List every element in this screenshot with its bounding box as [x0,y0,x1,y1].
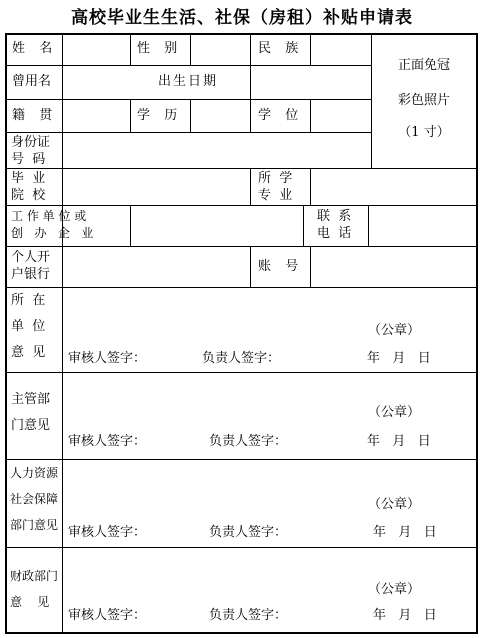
section-hrss-label: 人力资源 社会保障 部门意见 [10,466,59,532]
section-finance-reviewer: 审核人签字： [68,608,147,623]
id-number-label: 身份证 号 码 [11,135,51,167]
employer-label: 工 作 单 位 或 创 办 企 业 [11,209,94,240]
grid-line [5,372,477,373]
section-hrss-seal: （公章） [368,497,421,512]
grid-line [130,33,131,66]
section-unit-reviewer: 审核人签字： [68,351,147,366]
ethnicity-label: 民 族 [258,41,301,56]
account-label: 账 号 [258,259,301,274]
section-supervisor-principal: 负责人签字： [209,434,288,449]
section-supervisor-seal: （公章） [368,405,421,420]
former-name-label: 曾用名 [12,74,52,89]
grid-line [190,33,191,66]
photo-line-3: （1 寸） [398,125,450,140]
grid-line [130,205,131,246]
grid-line [310,33,311,66]
grid-line [5,168,477,169]
grid-line [310,246,311,287]
section-unit-seal: （公章） [368,323,421,338]
grid-line [5,205,477,206]
grid-line [250,168,251,205]
grid-line [5,632,477,634]
section-hrss-principal: 负责人签字： [209,525,288,540]
degree-label: 学 位 [258,108,301,123]
section-supervisor-label: 主管部 门意见 [11,392,51,433]
contact-phone-label: 联 系 电 话 [317,209,352,241]
grid-line [5,132,371,133]
birth-date-label: 出生日期 [158,74,219,89]
grid-line [476,33,478,634]
grid-line [5,33,7,634]
grid-line [303,205,304,246]
section-hrss-date: 年 月 日 [373,525,437,540]
grid-line [5,459,477,460]
grid-line [310,168,311,205]
grid-line [5,547,477,548]
grid-line [250,246,251,287]
grid-line [5,246,477,247]
section-unit-principal: 负责人签字： [202,351,281,366]
form-title: 高校毕业生生活、社保（房租）补贴申请表 [71,8,413,28]
photo-line-1: 正面免冠 [397,58,450,73]
grid-line [250,33,251,133]
section-unit-label: 所 在 单 位 意 见 [11,293,46,360]
section-hrss-reviewer: 审核人签字： [68,525,147,540]
name-label: 姓 名 [12,41,55,56]
graduate-school-label: 毕 业 院 校 [11,171,46,203]
education-label: 学 历 [137,108,180,123]
gender-label: 性 别 [137,41,180,56]
grid-line [5,287,477,288]
grid-line [368,205,369,246]
section-supervisor-date: 年 月 日 [367,434,431,449]
grid-line [310,99,311,133]
grid-line [62,33,63,632]
major-label: 所 学 专 业 [258,171,293,203]
photo-line-2: 彩色照片 [397,93,450,108]
section-finance-date: 年 月 日 [373,608,437,623]
section-unit-date: 年 月 日 [367,351,431,366]
bank-label: 个人开 户银行 [11,250,51,282]
grid-line [130,99,131,133]
grid-line [5,65,371,66]
grid-line [5,99,371,100]
section-finance-label: 财政部门 意 见 [10,569,59,609]
grid-line [190,99,191,133]
section-supervisor-reviewer: 审核人签字： [68,434,147,449]
grid-line [5,33,477,35]
native-place-label: 籍 贯 [12,108,55,123]
section-finance-principal: 负责人签字： [209,608,288,623]
section-finance-seal: （公章） [368,582,421,597]
